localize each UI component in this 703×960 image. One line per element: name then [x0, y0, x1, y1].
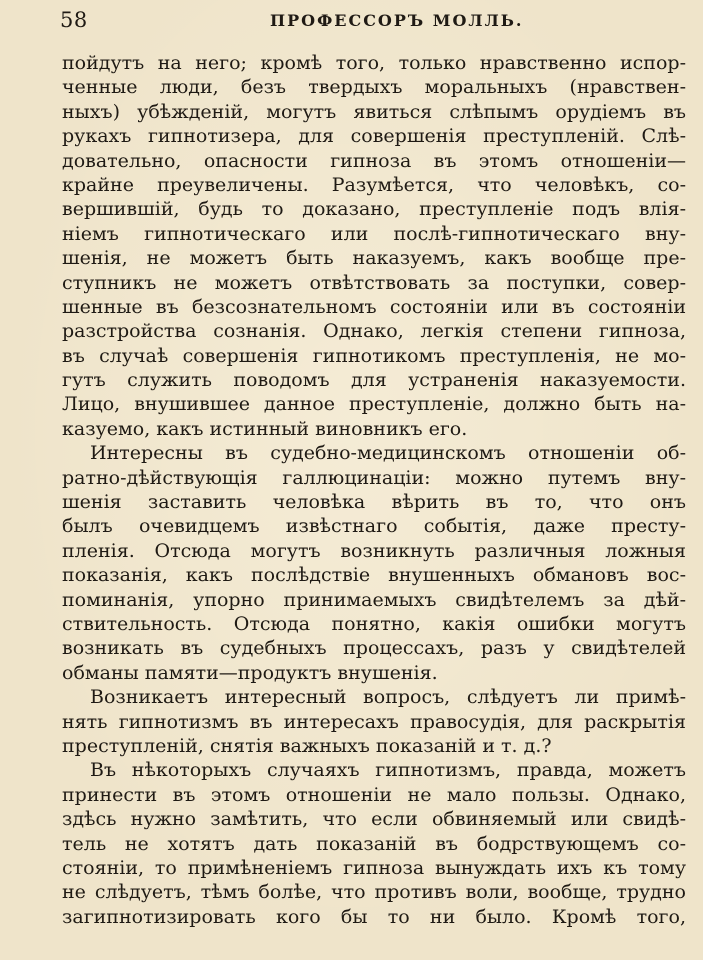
text-line: загипнотизировать кого бы то ни было. Кромѣ того, [62, 905, 686, 928]
text-line: крайне преувеличены. Разумѣется, что человѣкъ, со- [62, 173, 686, 196]
body-text [62, 51, 686, 929]
text-line: ніемъ гипнотическаго или послѣ-гипнотическаго вну- [62, 222, 686, 245]
text-line: вершившій, будь то доказано, преступленіе подъ влія- [62, 198, 686, 221]
text-line: ствительность. Отсюда понятно, какія ошибки могутъ [62, 612, 686, 635]
paragraph [62, 685, 686, 758]
paragraph [62, 51, 686, 441]
text-line: казуемо, какъ истинный виновникъ его. [62, 417, 468, 440]
text-line: тель не хотятъ дать показаній въ бодрствующемъ со- [62, 832, 686, 855]
text-line: шенія заставить человѣка вѣрить въ то, что онъ [62, 491, 686, 514]
paragraph [62, 758, 686, 929]
text-line: не слѣдуетъ, тѣмъ болѣе, что противъ воли, вообще, трудно [62, 881, 686, 904]
text-line: возникать въ судебныхъ процессахъ, разъ у свидѣтелей [62, 637, 686, 660]
paragraph [62, 441, 686, 685]
text-line: ратно-дѣйствующія галлюцинаціи: можно путемъ вну- [62, 466, 686, 489]
running-head: ПРОФЕССОРЪ МОЛЛЬ. [270, 11, 524, 30]
text-line: Лицо, внушившее данное преступленіе, должно быть на- [62, 393, 686, 416]
text-line: шенные въ безсознательномъ состояніи или въ состояніи [62, 295, 686, 318]
text-line: ныхъ) убѣжденій, могутъ явиться слѣпымъ орудіемъ въ [62, 100, 686, 123]
text-line: обманы памяти—продуктъ внушенія. [62, 661, 438, 684]
text-line: нять гипнотизмъ въ интересахъ правосудія, для раскрытія [62, 710, 686, 733]
text-line: Интересны въ судебно-медицинскомъ отношеніи об- [90, 442, 686, 465]
text-line: принести въ этомъ отношеніи не мало пользы. Однако, [62, 783, 686, 806]
text-line: поминанія, упорно принимаемыхъ свидѣтелемъ за дѣй- [62, 588, 686, 611]
text-line: рукахъ гипнотизера, для совершенія преступленій. Слѣ- [62, 125, 686, 148]
text-line: пленія. Отсюда могутъ возникнуть различныя ложныя [62, 539, 686, 562]
page-number: 58 [60, 8, 88, 32]
text-line: Въ нѣкоторыхъ случаяхъ гипнотизмъ, правда, можетъ [90, 759, 686, 782]
text-line: въ случаѣ совершенія гипнотикомъ преступленія, не мо- [62, 344, 686, 367]
text-line: гутъ служить поводомъ для устраненія наказуемости. [62, 369, 686, 392]
text-line: былъ очевидцемъ извѣстнаго событія, даже престу- [62, 515, 686, 538]
text-line: пойдутъ на него; кромѣ того, только нравственно испор- [62, 52, 686, 74]
text-line: довательно, опасности гипноза въ этомъ отношеніи— [62, 149, 686, 172]
text-line: ченные люди, безъ твердыхъ моральныхъ (нравствен- [62, 76, 686, 99]
text-line: здѣсь нужно замѣтить, что если обвиняемый или свидѣ- [62, 808, 686, 831]
text-line: преступленій, снятія важныхъ показаній и т. д.? [62, 734, 552, 757]
text-line: ступникъ не можетъ отвѣтствовать за поступки, совер- [62, 271, 686, 294]
page-header [60, 8, 680, 34]
text-line: шенія, не можетъ быть наказуемъ, какъ вообще пре- [62, 247, 686, 270]
text-line: стояніи, то примѣненіемъ гипноза вынуждать ихъ къ тому [62, 856, 686, 879]
text-line: показанія, какъ послѣдствіе внушенныхъ обмановъ вос- [62, 564, 686, 587]
text-line: Возникаетъ интересный вопросъ, слѣдуетъ ли примѣ- [90, 686, 686, 709]
text-line: разстройства сознанія. Однако, легкія степени гипноза, [62, 320, 686, 343]
